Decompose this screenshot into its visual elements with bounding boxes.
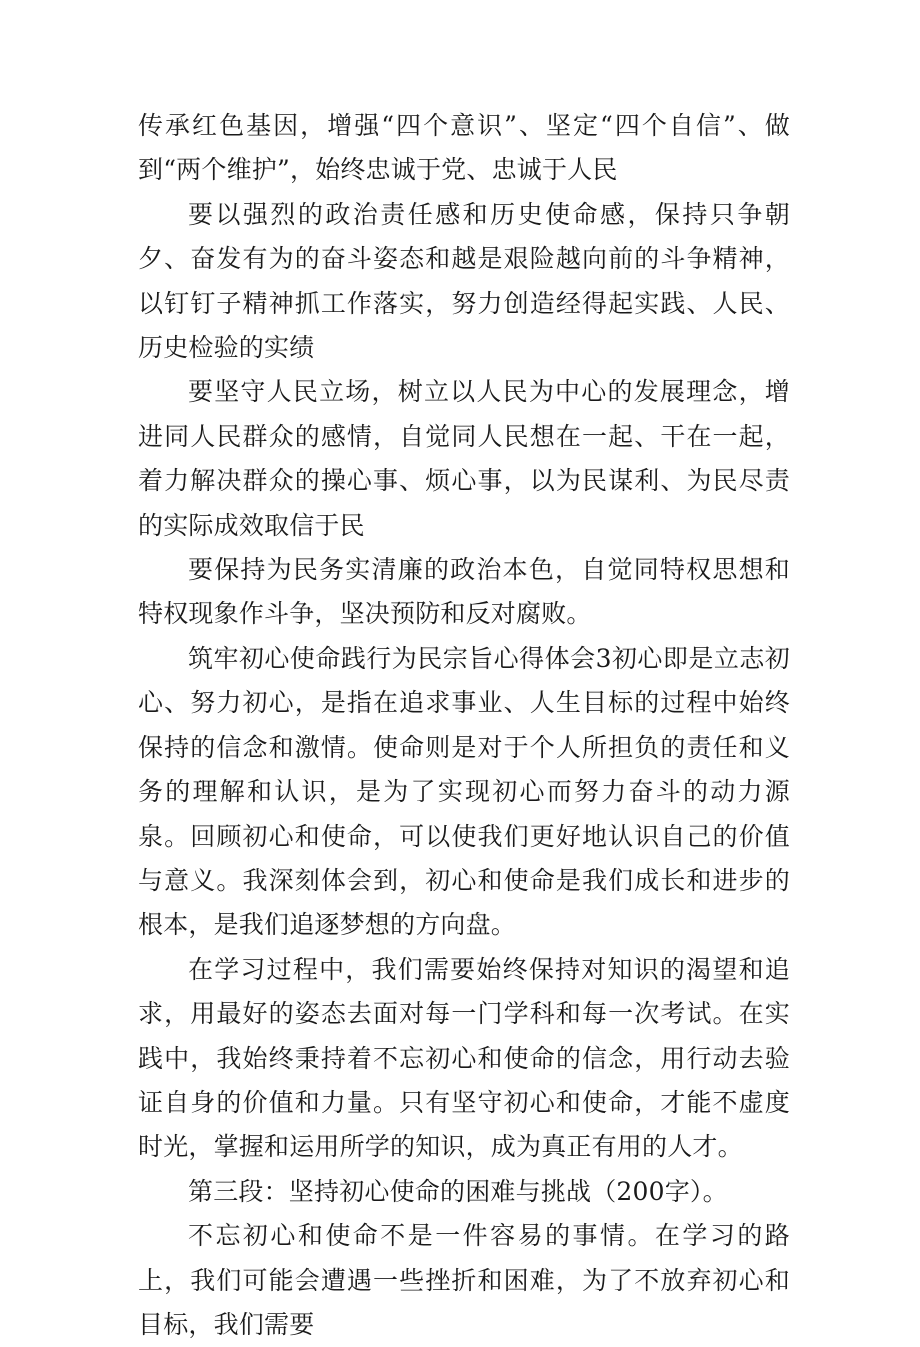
paragraph-1: 传承红色基因，增强“四个意识”、坚定“四个自信”、做到“两个维护”，始终忠诚于党、忠诚于人民 bbox=[138, 111, 790, 185]
paragraph-3: 要坚守人民立场，树立以人民为中心的发展理念，增进同人民群众的感情，自觉同人民想在一起、干在一起，着力解决群众的操心事、烦心事，以为民谋利、为民尽责的实际成效取信于民 bbox=[138, 377, 790, 540]
paragraph-2: 要以强烈的政治责任感和历史使命感，保持只争朝夕、奋发有为的奋斗姿态和越是艰险越向前的斗争精神，以钉钉子精神抓工作落实，努力创造经得起实践、人民、历史检验的实绩 bbox=[138, 199, 790, 363]
document-body bbox=[138, 104, 790, 1347]
paragraph-6: 在学习过程中，我们需要始终保持对知识的渴望和追求，用最好的姿态去面对每一门学科和每一次考试。在实践中，我始终秉持着不忘初心和使命的信念，用行动去验证自身的价值和力量。只有坚守初心和使命，才能不虚度时光，掌握和运用所学的知识，成为真正有用的人才。 bbox=[138, 954, 790, 1162]
section-heading-paragraph: 第三段：坚持初心使命的困难与挑战（200字）。 bbox=[188, 1176, 728, 1206]
paragraph-4: 要保持为民务实清廉的政治本色，自觉同特权思想和特权现象作斗争，坚决预防和反对腐败。 bbox=[138, 555, 790, 629]
paragraph-5: 筑牢初心使命践行为民宗旨心得体会3初心即是立志初心、努力初心，是指在追求事业、人生目标的过程中始终保持的信念和激情。使命则是对于个人所担负的责任和义务的理解和认识，是为了实现初心而努力奋斗的动力源泉。回顾初心和使命，可以使我们更好地认识自己的价值与意义。我深刻体会到，初心和使命是我们成长和进步的根本，是我们追逐梦想的方向盘。 bbox=[138, 643, 790, 940]
paragraph-8: 不忘初心和使命不是一件容易的事情。在学习的路上，我们可能会遭遇一些挫折和困难，为了不放弃初心和目标，我们需要 bbox=[138, 1221, 790, 1339]
